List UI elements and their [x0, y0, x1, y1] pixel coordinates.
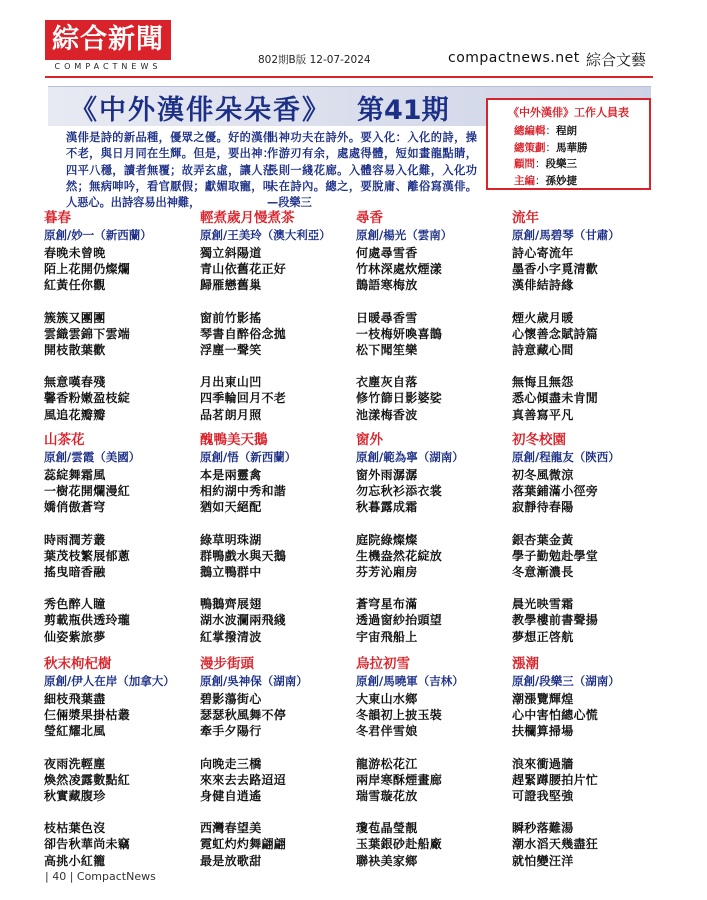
poem-line: 葉茂枝繁展郁蔥: [44, 548, 131, 563]
logo-subtitle: COMPACTNEWS: [54, 62, 162, 71]
poem-line: 窗前竹影搖: [200, 310, 262, 325]
poem-line: 時雨潤芳叢: [44, 532, 106, 547]
poem-line: 鴨鵝齊展翅: [200, 597, 262, 612]
poem-stanza: [44, 756, 204, 805]
poem-author: 原創/範為寧（湖南）: [356, 450, 464, 464]
poem-line: 瑞雪璇花放: [356, 789, 418, 804]
staff-heading: 《中外漢俳》工作人員表: [508, 106, 629, 119]
poem-line: 宇宙飛船上: [356, 629, 418, 644]
poem-line: 趕緊蹲腰拍片忙: [512, 772, 599, 787]
poem-author: 原創/悟（新西蘭）: [200, 450, 297, 464]
poem-line: 剪載瓶供透玲瓏: [44, 613, 131, 628]
poem-block: [512, 432, 672, 645]
poem-line: 池漾梅香波: [356, 407, 418, 422]
poem-line: 玉葉銀砂赴船廠: [356, 837, 443, 852]
issue-number: 第41期: [357, 95, 449, 126]
poem-line: 紅黃任你觀: [44, 278, 106, 293]
poem-line: 本是兩靈禽: [200, 468, 262, 482]
poem-stanza: [44, 691, 204, 740]
poem-line: 冬韻初上披玉裝: [356, 708, 443, 723]
page-title: 《中外漢俳朵朵香》: [70, 95, 331, 126]
poem-title: 醜鴨美天鵝: [200, 432, 268, 448]
poem-stanza: [200, 310, 360, 359]
poem-line: 浪來衝過牆: [512, 756, 574, 771]
poem-block: [44, 210, 204, 423]
staff-box: [486, 98, 651, 190]
poem-line: 陌上花開仍燦爛: [44, 262, 131, 277]
poem-line: 大東山水鄉: [356, 692, 418, 706]
poem-block: [512, 210, 672, 423]
poem-line: 無悔且無怨: [512, 375, 574, 390]
poem-line: 蕊綻舞霜風: [44, 468, 106, 482]
poem-author: 原創/妙一（新西蘭）: [44, 228, 152, 242]
poem-line: 兩岸寒酥煙畫廊: [356, 772, 443, 787]
staff-row: 主編：孫妙捷: [514, 174, 577, 187]
poem-title: 漫步街頭: [200, 656, 254, 672]
poem-block: [512, 656, 672, 869]
poem-line: 初冬風微涼: [512, 468, 574, 482]
poem-stanza: [356, 310, 516, 359]
poem-line: 冬意漸濃長: [512, 565, 574, 580]
poem-line: 牽手夕陽行: [200, 724, 262, 739]
poem-stanza: [44, 820, 204, 869]
section-name: 綜合文藝: [586, 51, 647, 69]
poem-title: 暮春: [44, 210, 71, 226]
poem-stanza: [44, 310, 204, 359]
poem-line: 竹林深處炊煙漾: [356, 262, 443, 277]
poem-line: 就怕變汪洋: [512, 853, 574, 868]
poem-line: 潮漲覽輝煌: [512, 692, 574, 706]
poem-title: 初冬校園: [512, 432, 566, 448]
poem-line: 浮塵一聲笑: [200, 343, 262, 358]
poem-line: 向晚走三橋: [200, 756, 262, 771]
poem-author: 原創/楊光（雲南）: [356, 228, 453, 242]
poem-line: 潮水滔天幾盡狂: [512, 837, 599, 852]
poem-line: 簇簇又團團: [44, 310, 106, 325]
poem-line: 詩意藏心間: [512, 343, 574, 358]
poem-line: 歸雁戀舊巢: [200, 278, 262, 293]
poem-line: 仙姿紫旅夢: [44, 629, 106, 644]
poem-author: 原創/吳神保（湖南）: [200, 674, 308, 688]
poem-title: 山茶花: [44, 432, 85, 448]
poem-stanza: [512, 374, 672, 423]
poem-line: 夢想正啓航: [512, 629, 574, 644]
poem-line: 可證我堅強: [512, 789, 574, 804]
site-url: compactnews.net: [448, 50, 580, 66]
poem-stanza: [356, 691, 516, 740]
poem-title: 漲潮: [512, 656, 539, 672]
poem-line: 瞬秒落難湯: [512, 821, 574, 836]
poem-author: 原創/段樂三（湖南）: [512, 674, 620, 688]
poem-line: 透過窗紗抬頭望: [356, 613, 443, 628]
poem-line: 最是放歌甜: [200, 853, 262, 868]
poem-author: 原創/馬曉軍（吉林）: [356, 674, 464, 688]
poem-block: [200, 432, 360, 645]
poem-line: 生機盎然花綻放: [356, 548, 443, 563]
poem-line: 日暖尋香雪: [356, 310, 418, 325]
poem-line: 品茗朗月照: [200, 407, 262, 422]
poem-line: 詩心寄流年: [512, 246, 574, 260]
poem-stanza: [44, 374, 204, 423]
page-footer: | 40 | CompactNews: [45, 870, 156, 883]
poem-line: 碧影蕩街心: [200, 692, 262, 706]
poem-line: 心懷善念賦詩篇: [512, 326, 599, 341]
poem-line: 紅掌撥清波: [200, 629, 262, 644]
poem-line: 相約湖中秀和諧: [200, 484, 287, 499]
poem-title: 窗外: [356, 432, 383, 448]
poem-stanza: [44, 467, 204, 516]
poem-line: 秋實藏腹珍: [44, 789, 106, 804]
poem-line: 漢俳結詩緣: [512, 278, 574, 293]
poem-line: 來來去去路迢迢: [200, 772, 287, 787]
poem-stanza: [200, 532, 360, 581]
poem-line: 教學樓前書聲揚: [512, 613, 599, 628]
poem-stanza: [356, 532, 516, 581]
poem-stanza: [200, 820, 360, 869]
poem-author: 原創/程龍友（陝西）: [512, 450, 620, 464]
poem-line: 四季輪回月不老: [200, 391, 287, 406]
poem-title: 尋香: [356, 210, 383, 226]
issue-info: 802期B版 12-07-2024: [258, 54, 371, 66]
poem-title: 烏拉初雪: [356, 656, 410, 672]
poem-title: 秋末枸杞樹: [44, 656, 112, 672]
poem-line: 霓虹灼灼舞翩翩: [200, 837, 287, 852]
intro-text-left: 漢俳是詩的新品種，優眾之優。好的漢俳不老，與日月同在生輝。但是，要出神：四平八穩，讀者無覆；故弄玄虛，讓人茫然；無病呻吟，看官厭假；獻媚取寵，叫人惡心。出詩容易出神難，: [66, 131, 274, 210]
header-divider: [45, 76, 653, 78]
poem-line: 一枝梅妍喚喜鵲: [356, 326, 443, 341]
poem-line: 窗外雨潺潺: [356, 468, 418, 482]
poem-line: 細枝飛葉盡: [44, 692, 106, 706]
poem-line: 松下聞笙樂: [356, 343, 418, 358]
poem-line: 落葉鋪滿小徑旁: [512, 484, 599, 499]
poem-line: 晨光映雪霜: [512, 597, 574, 612]
poem-stanza: [200, 467, 360, 516]
poem-block: [44, 432, 204, 645]
poem-line: 身健自逍遙: [200, 789, 262, 804]
poem-stanza: [356, 756, 516, 805]
poem-line: 無意嘆春殘: [44, 375, 106, 390]
poem-line: 高挑小紅籠: [44, 853, 106, 868]
poem-line: 衣塵灰自落: [356, 375, 418, 390]
poem-line: 秋暮露成霜: [356, 500, 418, 515]
poem-line: 獨立斜陽道: [200, 246, 262, 260]
poem-stanza: [200, 245, 360, 294]
poem-line: 夜雨洗輕塵: [44, 756, 106, 771]
poem-line: 鵝立鴨群中: [200, 565, 262, 580]
poem-stanza: [512, 691, 672, 740]
poem-stanza: [200, 691, 360, 740]
poem-line: 鵲語寒梅放: [356, 278, 418, 293]
poem-block: [200, 210, 360, 423]
poem-line: 龍游松花江: [356, 756, 418, 771]
staff-row: 顧問：段樂三: [514, 158, 577, 170]
poem-author: 原創/王美玲（澳大利亞）: [200, 228, 331, 242]
poem-line: 青山依舊花正好: [200, 262, 287, 277]
poem-line: 一樹花開爛漫紅: [44, 484, 131, 499]
poem-line: 月出東山凹: [200, 375, 262, 390]
staff-row: 總編輯：程朗: [514, 125, 577, 137]
poem-line: 墨香小字覓清歡: [512, 262, 599, 277]
poem-line: 銀杏葉金黃: [512, 532, 574, 547]
poem-line: 西灣春望美: [200, 821, 262, 836]
poem-line: 芬芳沁廂房: [356, 565, 418, 580]
poem-stanza: [512, 596, 672, 645]
poem-line: 聯袂美家鄉: [356, 853, 418, 868]
poem-stanza: [200, 596, 360, 645]
poem-line: 卻告秋華尚未竊: [44, 837, 131, 852]
poem-stanza: [512, 310, 672, 359]
poem-line: 寂靜待春陽: [512, 500, 574, 515]
poem-line: 秀色醉人瞳: [44, 597, 106, 612]
poem-line: 扶欄算掃場: [512, 724, 574, 739]
compactnews-logo: [45, 20, 171, 72]
poem-line: 馨香粉嫩盈枝綻: [44, 391, 131, 406]
poem-line: 真善寫平凡: [512, 407, 574, 422]
poem-line: 冬君伴雪娘: [356, 724, 418, 739]
poem-stanza: [512, 467, 672, 516]
poem-line: 瑩紅耀北風: [44, 724, 106, 739]
poem-line: 何處尋雪香: [356, 246, 418, 260]
poem-stanza: [512, 756, 672, 805]
poem-block: [200, 656, 360, 869]
poem-stanza: [356, 245, 516, 294]
poem-stanza: [512, 820, 672, 869]
poem-stanza: [512, 532, 672, 581]
poem-title: 輕煮歲月慢煮茶: [200, 210, 295, 226]
poem-line: 勿忘秋衫添衣裳: [356, 484, 443, 499]
poem-stanza: [200, 756, 360, 805]
poem-stanza: [356, 467, 516, 516]
poem-author: 原創/雲霞（美國）: [44, 450, 141, 464]
logo-text: 綜合新聞: [45, 20, 171, 60]
poem-author: 原創/伊人在岸（加拿大）: [44, 674, 175, 688]
poem-line: 嬌俏傲蒼穹: [44, 500, 106, 515]
poem-stanza: [356, 596, 516, 645]
poem-line: 枝枯葉色沒: [44, 821, 106, 836]
poem-stanza: [200, 374, 360, 423]
poem-line: 修竹篩日影婆娑: [356, 391, 443, 406]
poem-line: 蒼穹星布滿: [356, 597, 418, 612]
poem-block: [356, 656, 516, 869]
poem-stanza: [44, 596, 204, 645]
poem-author: 原創/馬碧琴（甘肅）: [512, 228, 620, 242]
poem-stanza: [356, 374, 516, 423]
poem-line: 悉心傾盡未肯閒: [512, 391, 599, 406]
poem-line: 開枝散葉歡: [44, 343, 106, 358]
staff-row: 總策劃：馬華勝: [514, 141, 588, 154]
poem-line: 煥然凌露數點紅: [44, 772, 131, 787]
poem-line: 琴書自醉俗念拋: [200, 326, 287, 341]
poem-stanza: [512, 245, 672, 294]
poem-block: [44, 656, 204, 869]
poem-line: 風追花瓣瓣: [44, 407, 106, 422]
poem-line: 學子勤勉赴學堂: [512, 548, 599, 563]
poem-line: 仨倆漿果掛枯叢: [44, 708, 131, 723]
poem-line: 搖曳暗香融: [44, 565, 106, 580]
poem-stanza: [44, 532, 204, 581]
poem-line: 猶如天絕配: [200, 500, 262, 515]
poem-block: [356, 432, 516, 645]
poem-stanza: [356, 820, 516, 869]
poem-line: 綠草明珠湖: [200, 532, 262, 547]
poem-stanza: [44, 245, 204, 294]
poem-line: 庭院綠燦燦: [356, 532, 418, 547]
poem-title: 流年: [512, 210, 539, 226]
poem-line: 煙火歲月暖: [512, 310, 574, 325]
poem-line: 雲織雲錦下雲端: [44, 326, 131, 341]
poem-line: 心中害怕總心慌: [512, 708, 599, 723]
intro-text-right: 出神功夫在詩外。要入化：入化的詩，操作游刃有余，處處得體，短如畫龍點睛，長則一綫花廊。入體容易入化難，入化功夫在詩內。總之，要脫庸、離俗寫漢俳。—段樂三: [267, 131, 477, 210]
poem-line: 湖水波瀾兩飛綫: [200, 613, 287, 628]
poem-line: 瑟瑟秋風舞不停: [200, 708, 287, 723]
poem-line: 春晚未曾晚: [44, 246, 106, 260]
poem-line: 瓊苞晶瑩靚: [356, 821, 418, 836]
poem-line: 群鴨戲水與天鵝: [200, 548, 287, 563]
poem-block: [356, 210, 516, 423]
